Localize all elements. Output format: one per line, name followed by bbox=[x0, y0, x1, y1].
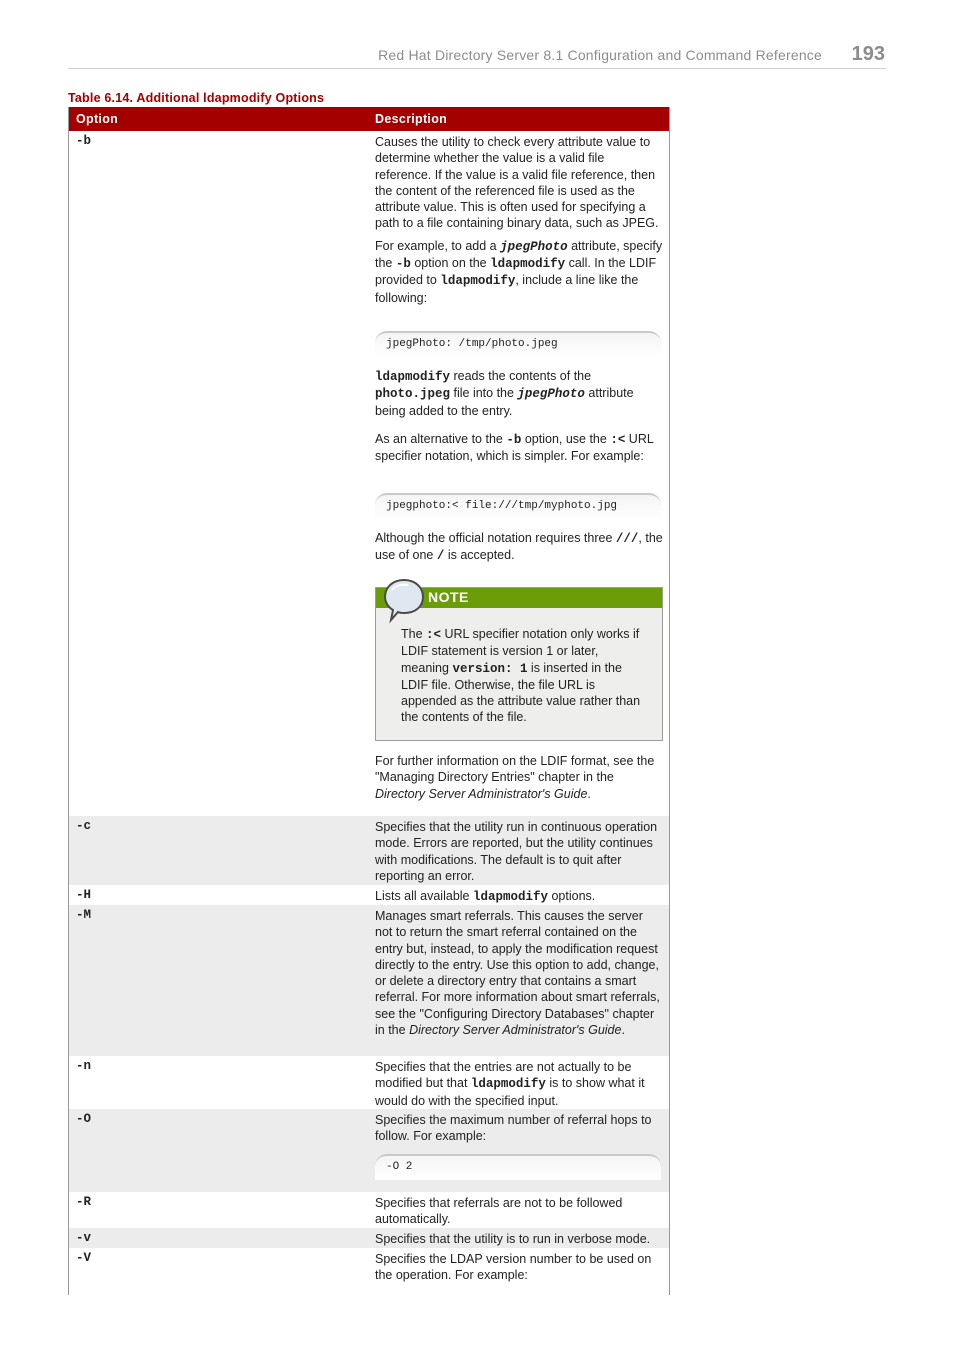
table-row-c bbox=[69, 816, 669, 885]
paragraph: For example, to add a jpegPhoto attribute, specify the -b option on the ldapmodify call. In the LDIF provided to ldapmodify, include a line like the following: bbox=[375, 238, 663, 305]
paragraph: ldapmodify reads the contents of the photo.jpeg file into the jpegPhoto attribute being added to the entry. bbox=[375, 369, 634, 418]
option-description: Specifies that the utility is to run in verbose mode. bbox=[375, 1232, 651, 1246]
option-name: -b bbox=[76, 134, 92, 148]
option-description: Specifies that the utility run in continuous operation mode. Errors are reported, but the utility continues with modifications. The default is to quit after reporting an error. bbox=[375, 820, 658, 883]
table-caption: Table 6.14. Additional ldapmodify Options bbox=[68, 91, 325, 105]
option-name: -v bbox=[76, 1231, 92, 1245]
table-row-V bbox=[69, 1248, 669, 1295]
table-row-R bbox=[69, 1192, 669, 1228]
column-header-description: Description bbox=[375, 112, 448, 126]
option-name: -n bbox=[76, 1059, 92, 1073]
option-name: -c bbox=[76, 819, 92, 833]
header-rule bbox=[68, 68, 886, 69]
option-description: Lists all available ldapmodify options. bbox=[375, 889, 596, 904]
table-row-n bbox=[69, 1056, 669, 1109]
option-description: Specifies that referrals are not to be followed automatically. bbox=[375, 1196, 623, 1227]
option-description bbox=[375, 530, 663, 571]
option-description: Manages smart referrals. This causes the server not to return the smart referral contained on the entry but, instead, to apply the modification request directly to the entry. Use this option to add, change, or delete a directory entry that contains a smart referral. For more information about smart referrals, see the "Configuring Directory Databases" chapter in the Directory Server Administrator's Guide. bbox=[375, 909, 660, 1038]
table-row-v bbox=[69, 1228, 669, 1248]
option-name: -R bbox=[76, 1195, 92, 1209]
option-name: -H bbox=[76, 888, 92, 902]
option-name: -M bbox=[76, 908, 92, 922]
column-header-option: Option bbox=[76, 112, 119, 126]
page-number: 193 bbox=[851, 43, 885, 65]
note-title: NOTE bbox=[428, 589, 469, 605]
code-block: jpegphoto:< file:///tmp/myphoto.jpg bbox=[375, 493, 661, 519]
speech-bubble-icon bbox=[382, 578, 426, 624]
paragraph: For further information on the LDIF format, see the "Managing Directory Entries" chapter in the Directory Server Administrator's Guide. bbox=[375, 754, 655, 801]
option-description: Specifies the maximum number of referral hops to follow. For example: bbox=[375, 1113, 652, 1144]
option-description bbox=[375, 431, 663, 471]
options-table bbox=[68, 107, 670, 1295]
option-name: -O bbox=[76, 1112, 92, 1126]
paragraph: As an alternative to the -b option, use the :< URL specifier notation, which is simpler. For example: bbox=[375, 432, 654, 464]
running-header-title: Red Hat Directory Server 8.1 Configuration and Command Reference bbox=[378, 47, 822, 63]
table-header-row bbox=[69, 107, 669, 131]
table-row-b bbox=[69, 131, 669, 816]
table-row-H bbox=[69, 885, 669, 905]
table-row-O bbox=[69, 1109, 669, 1192]
option-description: Specifies the LDAP version number to be used on the operation. For example: bbox=[375, 1252, 652, 1283]
paragraph: Although the official notation requires three ///, the use of one / is accepted. bbox=[375, 531, 663, 564]
option-description bbox=[375, 134, 663, 312]
note-text: The :< URL specifier notation only works if LDIF statement is version 1 or later, meaning version: 1 is inserted in the LDIF file. Otherwise, the file URL is appended as the attribute value rather than the contents of the file. bbox=[401, 627, 641, 725]
option-description bbox=[375, 753, 663, 808]
option-description bbox=[375, 368, 663, 425]
code-block: jpegPhoto: /tmp/photo.jpeg bbox=[375, 331, 661, 357]
option-description: Specifies that the entries are not actually to be modified but that ldapmodify is to show what it would do with the specified input. bbox=[375, 1060, 645, 1108]
table-row-M bbox=[69, 905, 669, 1056]
paragraph: Causes the utility to check every attribute value to determine whether the value is a valid file reference. If the value is a valid file reference, then the content of the referenced file is used as the attribute value. This is often used for specifying a path to a file containing binary data, such as JPEG. bbox=[375, 135, 659, 231]
code-block: -O 2 bbox=[375, 1154, 661, 1180]
option-name: -V bbox=[76, 1251, 92, 1265]
note-admonition bbox=[375, 587, 663, 741]
